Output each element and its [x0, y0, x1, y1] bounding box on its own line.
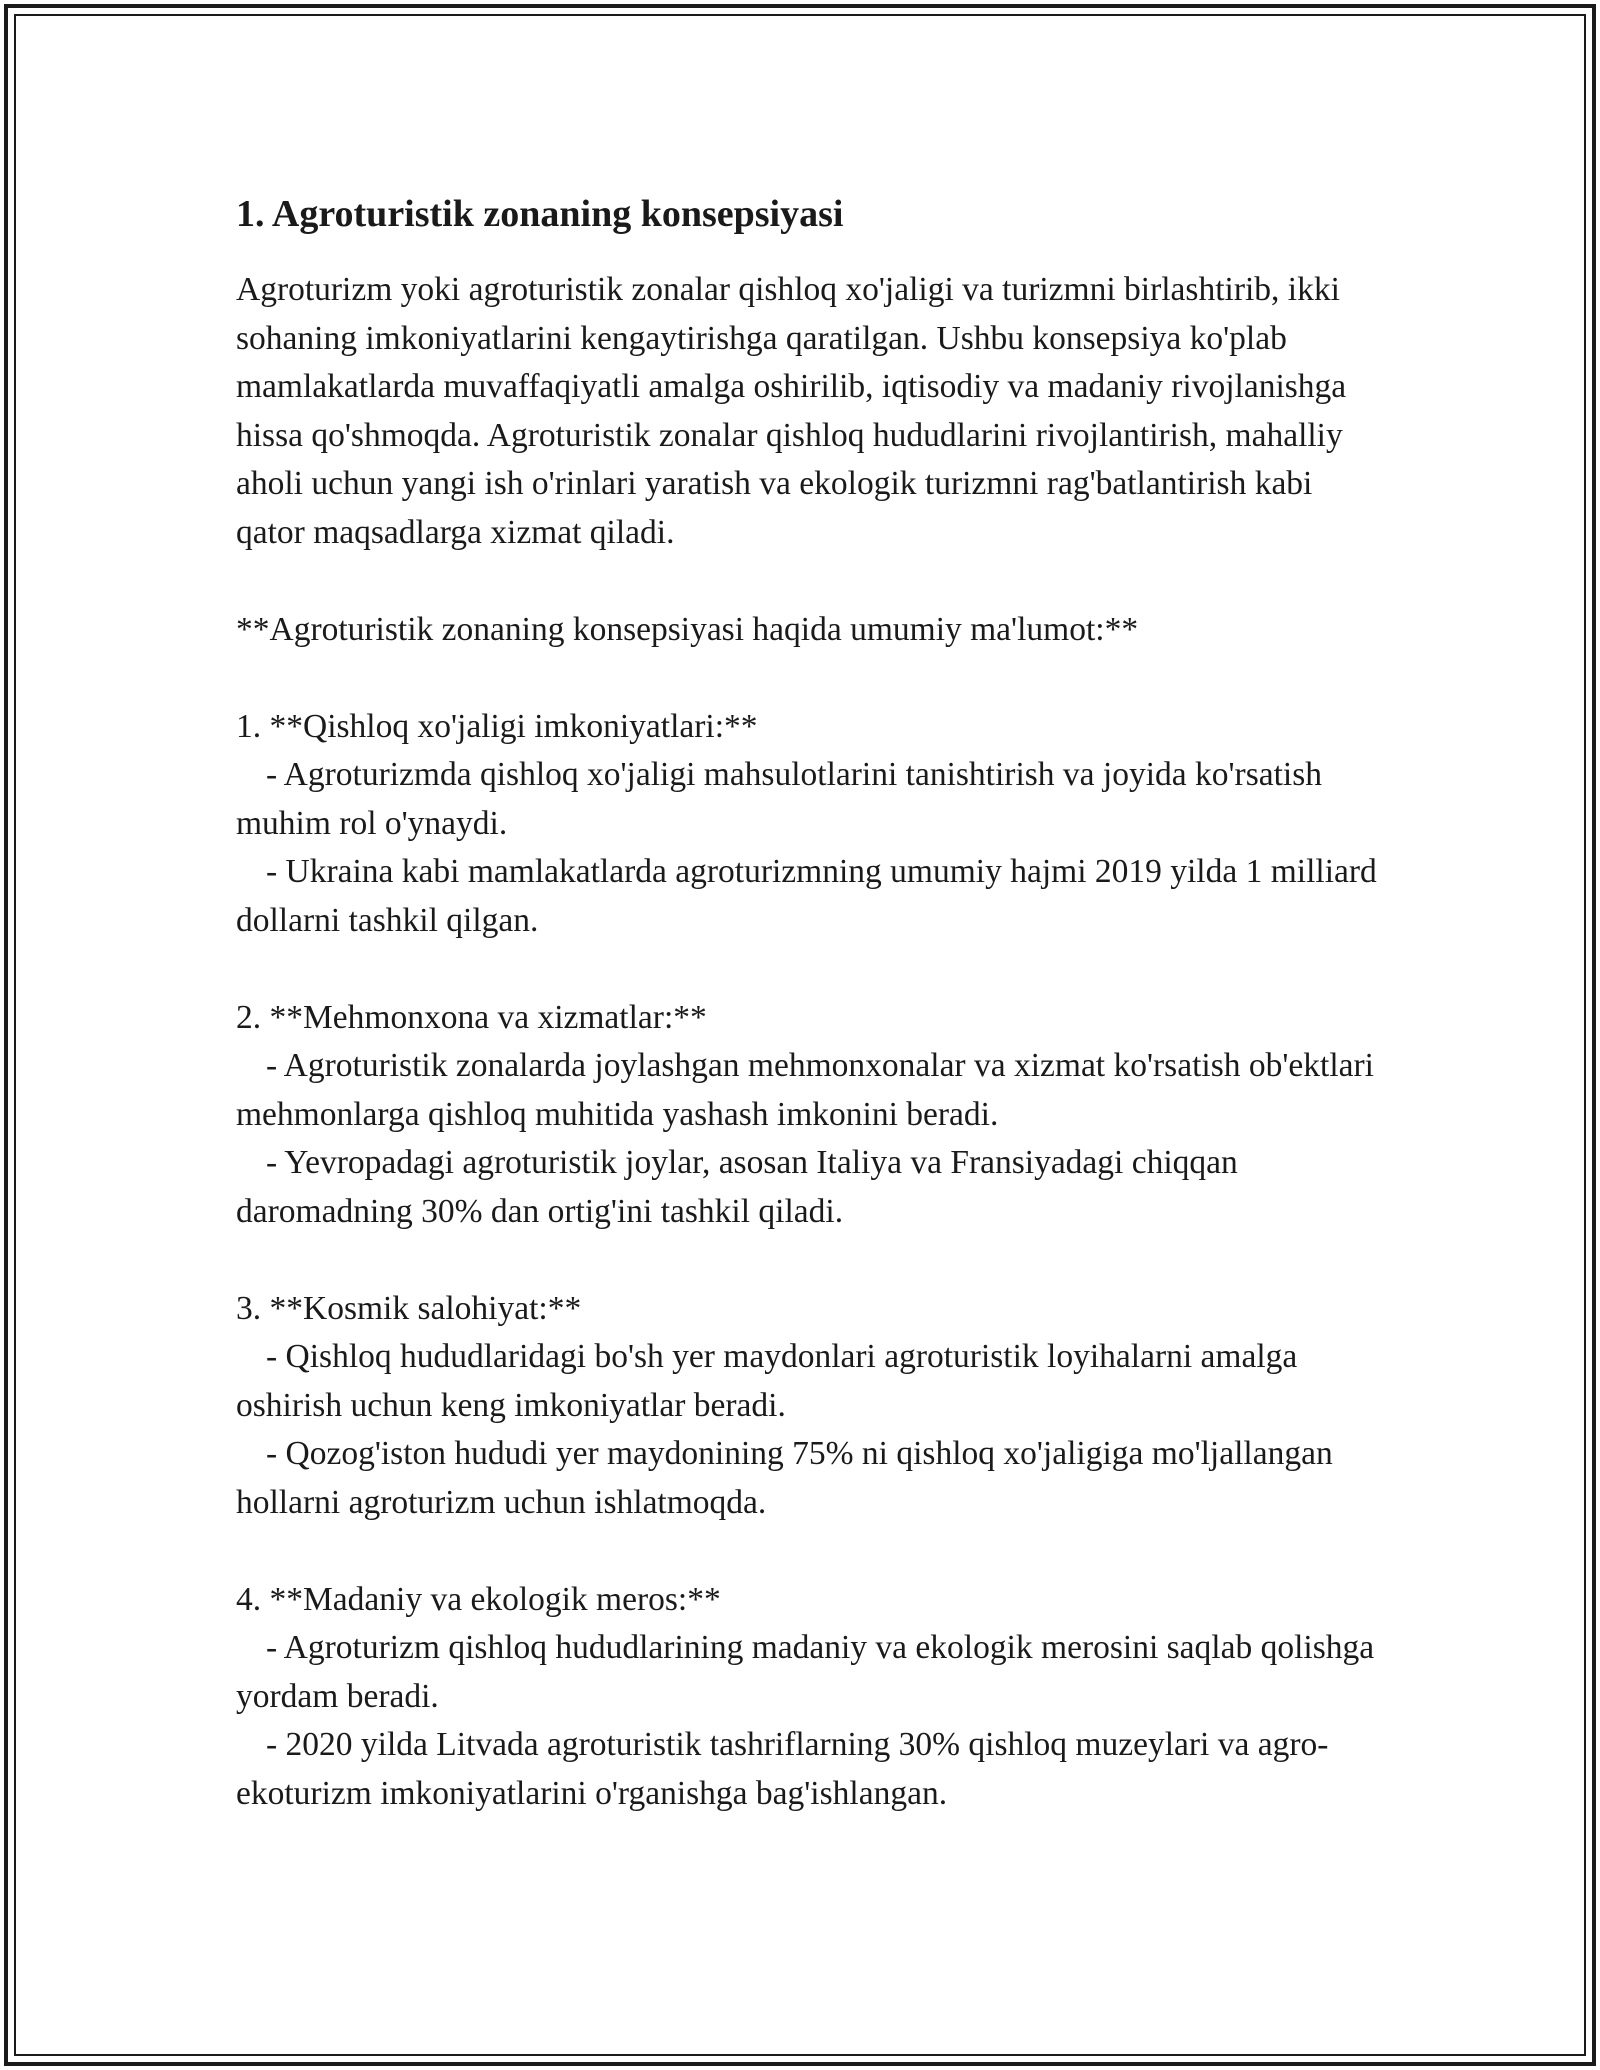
- bullet-text: - Qishloq hududlaridagi bo'sh yer maydonlari agroturistik loyihalarni amalga oshirish uchun keng imkoniyatlar beradi.: [236, 1338, 1306, 1424]
- section-3: [236, 1285, 1386, 1528]
- spacer: [236, 557, 1386, 606]
- section-bullet: [236, 848, 1386, 945]
- bullet-text: - Agroturistik zonalarda joylashgan mehmonxonalar va xizmat ko'rsatish ob'ektlari mehmonlarga qishloq muhitida yashash imkonini beradi.: [236, 1047, 1383, 1133]
- spacer: [236, 1236, 1386, 1285]
- section-heading: 2. **Mehmonxona va xizmatlar:**: [236, 998, 707, 1036]
- bullet-text: - Agroturizm qishloq hududlarining madaniy va ekologik merosini saqlab qolishga yordam beradi.: [236, 1629, 1383, 1715]
- document-title: 1. Agroturistik zonaning konsepsiyasi: [236, 193, 844, 235]
- section-bullet: [236, 751, 1386, 848]
- bullet-text: - Yevropadagi agroturistik joylar, asosan Italiya va Fransiyadagi chiqqan daromadning 30% dan ortig'ini tashkil qiladi.: [236, 1144, 1247, 1230]
- section-heading: 3. **Kosmik salohiyat:**: [236, 1289, 582, 1327]
- section-heading: 4. **Madaniy va ekologik meros:**: [236, 1580, 721, 1618]
- document-body: [236, 186, 1386, 1818]
- bullet-text: - Ukraina kabi mamlakatlarda agroturizmning umumiy hajmi 2019 yilda 1 milliard dollarni tashkil qilgan.: [236, 853, 1386, 939]
- section-bullet: [236, 1624, 1386, 1721]
- section-bullet: [236, 1042, 1386, 1139]
- section-bullet: [236, 1139, 1386, 1236]
- subheading: **Agroturistik zonaning konsepsiyasi haqida umumiy ma'lumot:**: [236, 610, 1139, 648]
- bullet-text: - 2020 yilda Litvada agroturistik tashriflarning 30% qishloq muzeylari va agro-ekoturizm imkoniyatlarini o'rganishga bag'ishlangan.: [236, 1726, 1329, 1812]
- bullet-text: - Qozog'iston hududi yer maydonining 75% ni qishloq xo'jaligiga mo'ljallangan hollarni agroturizm uchun ishlatmoqda.: [236, 1435, 1342, 1521]
- spacer: [236, 1527, 1386, 1576]
- spacer: [236, 654, 1386, 703]
- section-1: [236, 703, 1386, 946]
- section-bullet: [236, 1333, 1386, 1430]
- spacer: [236, 945, 1386, 994]
- bullet-text: - Agroturizmda qishloq xo'jaligi mahsulotlarini tanishtirish va joyida ko'rsatish muhim rol o'ynaydi.: [236, 756, 1331, 842]
- section-4: [236, 1576, 1386, 1819]
- intro-paragraph: Agroturizm yoki agroturistik zonalar qishloq xo'jaligi va turizmni birlashtirib, ikki sohaning imkoniyatlarini kengaytirishga qaratilgan. Ushbu konsepsiya ko'plab mamlakatlarda muvaffaqiyatli amalga oshirilib, iqtisodiy va madaniy rivojlanishga hissa qo'shmoqda. Agroturistik zonalar qishloq hududlarini rivojlantirish, mahalliy aholi uchun yangi ish o'rinlari yaratish va ekologik turizmni rag'batlantirish kabi qator maqsadlarga xizmat qiladi.: [236, 271, 1355, 551]
- section-bullet: [236, 1721, 1386, 1818]
- section-2: [236, 994, 1386, 1237]
- section-heading: 1. **Qishloq xo'jaligi imkoniyatlari:**: [236, 707, 758, 745]
- section-bullet: [236, 1430, 1386, 1527]
